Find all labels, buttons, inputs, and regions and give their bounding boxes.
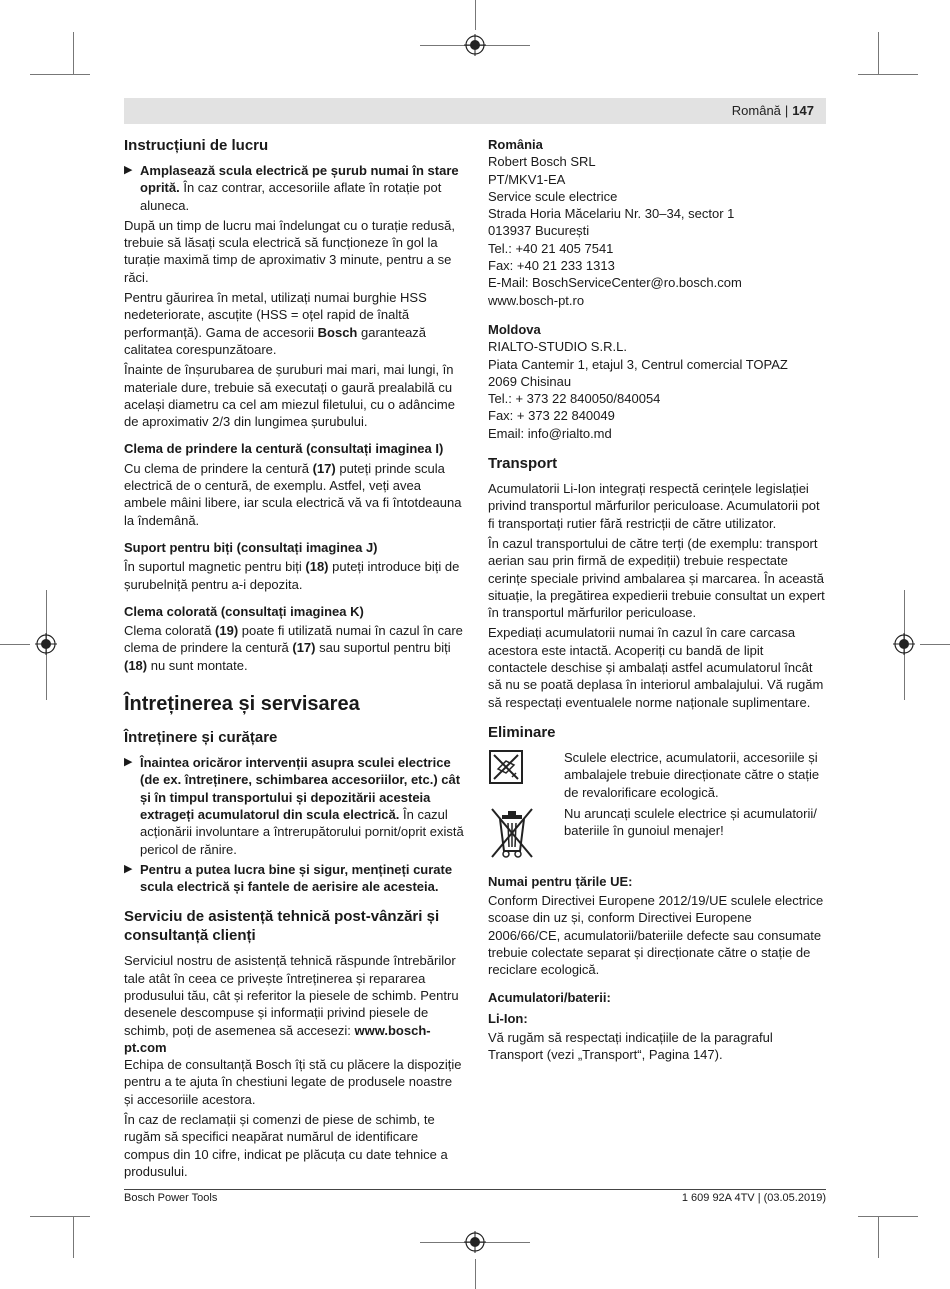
registration-mark-icon [464,1231,486,1253]
address-line: 013937 București [488,223,590,239]
bit-holder-heading: Suport pentru biți (consultați imaginea J) [124,539,378,555]
disposal-bin-row [488,805,826,863]
address-line: Piata Cantemir 1, etajul 3, Centrul comercial TOPAZ [488,356,788,372]
header-text: Română | 147 [731,103,814,118]
text-span: poate fi utilizată numai în cazul în care clema de prindere la centură [124,623,463,656]
address-romania [488,136,826,309]
service-heading: Serviciu de asistență tehnică post-vânzări și consultanță clienți [124,908,440,945]
disposal-heading: Eliminare [488,723,556,741]
color-clip-heading: Clema colorată (consultați imaginea K) [124,603,364,619]
safety-bullet [124,754,464,858]
footer-rule [124,1189,826,1190]
paragraph: Nu aruncați sculele electrice și acumulatorii/ bateriile în gunoiul menajer! [564,805,817,839]
text-span: puteți prinde scula electrică de o centură, de exemplu. Astfel, veți avea ambele mâini libere, iar scula electrică vă va fi întotdeauna la îndemână. [124,460,462,528]
paragraph: Vă rugăm să respectați indicațiile de la paragraful Transport (vezi „Transport“, Pagina 147). [488,1030,773,1063]
work-instructions-heading: Instrucțiuni de lucru [124,137,269,154]
website-link[interactable]: www.bosch-pt.ro [488,292,585,308]
belt-clip-heading: Clema de prindere la centură (consultați imaginea I) [124,441,444,457]
text-span: puteți introduce biți de șurubelniță pentru a-i depozita. [124,559,460,592]
address-line: Robert Bosch SRL [488,154,596,170]
bullet-arrow-icon: ▶ [124,862,133,875]
registration-mark-icon [35,633,57,655]
footer-brand: Bosch Power Tools [124,1192,218,1204]
page-number: 147 [792,103,814,118]
address-line: Tel.: + 373 22 840050/840054 [488,391,661,407]
registration-mark-icon [464,34,486,56]
bullet-arrow-icon: ▶ [124,164,133,176]
paragraph: În caz de reclamații și comenzi de piese de schimb, te rugăm să specifici neapărat numărul de identificare compus din 10 cifre, indicat pe plăcuța cu date tehnice a produsului. [124,1112,448,1179]
text-span: Echipa de consultanță Bosch îți stă cu plăcere la dispoziție pentru a te ajuta în chestiuni legate de produsele noastre și accesoriile acestora. [124,1057,462,1107]
paragraph [124,622,464,674]
address-moldova [488,321,826,442]
address-line: Fax: +40 21 233 1313 [488,258,615,274]
paragraph: Acumulatorii Li-Ion integrați respectă cerințele legislației privind transportul mărfurilor periculoase. Acumulatorii pot fi transportați rutier fără restricții de către utilizator. [488,481,820,531]
part-number: (17) [312,460,336,476]
bullet-arrow-icon: ▶ [124,756,133,769]
paragraph [124,558,464,593]
paragraph: Sculele electrice, acumulatorii, accesoriile și ambalajele trebuie direcționate către o stație de revalorificare ecologică. [564,749,820,800]
address-line: 2069 Chisinau [488,373,572,389]
email-link[interactable]: E-Mail: BoschServiceCenter@ro.bosch.com [488,275,742,291]
recycle-box-icon [488,749,524,785]
part-number: (18) [124,657,148,673]
paragraph [124,289,464,358]
service-link[interactable]: www.bosch-pt.com [124,1022,431,1055]
address-line: RIALTO-STUDIO S.R.L. [488,339,627,355]
transport-heading: Transport [488,455,558,473]
text-span: În suportul magnetic pentru biți [124,559,306,575]
liion-heading: Li-Ion: [488,1010,528,1026]
address-line: Strada Horia Măcelariu Nr. 30–34, sector 1 [488,206,735,222]
registration-mark-icon [893,633,915,655]
footer-doc-id: 1 609 92A 4TV | (03.05.2019) [681,1192,826,1204]
paragraph: În cazul transportului de către terți (de exemplu: transport aerian sau prin firmă de expediții) trebuie respectate cerințe speciale privind ambalarea și marcarea. În această situație, la pregătirea expedierii trebuie consultat un expert în transportul mărfurilor periculoase. [488,535,825,621]
text-span: nu sunt montate. [147,657,248,673]
paragraph: După un timp de lucru mai îndelungat cu o turație redusă, trebuie să lăsați scula electrică să funcționeze în gol la turație maximă timp de aproximativ 3 minute, pentru a se răci. [124,217,455,285]
eu-heading: Numai pentru țările UE: [488,873,633,889]
cleaning-heading: Întreținere și curățare [124,729,278,747]
text-span: Cu clema de prindere la centură [124,460,313,476]
address-line: PT/MKV1-EA [488,171,566,187]
country-title: Moldova [488,321,541,337]
brand-name: Bosch [317,324,358,340]
email-link[interactable]: Email: info@rialto.md [488,425,612,441]
text-span: garantează calitatea corespunzătoare. [124,324,427,357]
page-header [124,98,826,124]
paragraph: Expediați acumulatorii numai în cazul în care carcasa acestora este intactă. Acoperiți cu bandă de lipit contactele deschise și ambalați astfel acumulatorul încât să nu se poată deplasa în interiorul ambalajului. Vă rugăm să respectați eventualele norme naționale suplimentare. [488,625,824,710]
text-span: Clema colorată [124,623,216,639]
text-span: Pentru găurirea în metal, utilizați numai burghie HSS nedeteriorate, ascuțite (HSS = oțel rapid de înaltă performanță). Gama de accesorii [124,290,427,340]
header-language: Română [731,103,781,118]
address-line: Service scule electrice [488,188,618,204]
part-number: (19) [215,623,239,639]
country-title: România [488,137,543,152]
part-number: (18) [305,559,329,575]
disposal-recycle-row [488,749,826,801]
safety-bullet [124,861,464,896]
crossed-bin-icon [488,805,536,859]
batteries-heading: Acumulatori/baterii: [488,989,611,1005]
paragraph [124,952,464,1108]
safety-bullet [124,162,464,214]
bullet-bold: Pentru a putea lucra bine și sigur, mențineți curate scula electrică și fantele de aerisire ale acesteia. [140,861,453,895]
bullet-bold: Înaintea oricăror intervenții asupra sculei electrice (de ex. întreținere, schimbarea accesoriilor, etc.) cât și în timpul transportului și depozitării acesteia extrageți acumulatorul din scula electrică. [140,755,461,822]
right-column [488,136,826,1067]
left-column [124,136,464,1183]
address-line: Tel.: +40 21 405 7541 [488,240,614,256]
bullet-bold: Amplasează scula electrică pe șurub numai în stare oprită. [140,163,459,196]
address-line: Fax: + 373 22 840049 [488,408,615,424]
part-number: (17) [292,640,316,656]
paragraph [124,460,464,529]
maintenance-heading: Întreținerea și servisarea [124,693,360,716]
paragraph: Înainte de înșurubarea de șuruburi mai mari, mai lungi, în materiale dure, trebuie să executați o gaură prealabilă cu același diametru ca cel am miezul filetului, cu o adâncime de aproximativ 2/3 din lungimea șurubului. [124,362,455,430]
text-span: sau suportul pentru biți [315,640,451,656]
text-span: Serviciul nostru de asistență tehnică răspunde întrebărilor tale atât în ceea ce privește întreținerea și repararea produsului tău, cât și referitor la piesele de schimb. Pentru desenele descompuse și informații privind piesele de schimb, poți de asemenea să accesezi: [124,953,459,1038]
bullet-text: În caz contrar, accesoriile aflate în rotație pot aluneca. [140,180,442,213]
bullet-text: În cazul acționării involuntare a întrerupătorului pornit/oprit există pericol de rănire. [140,806,464,857]
paragraph: Conform Directivei Europene 2012/19/UE sculele electrice scoase din uz și, conform Directivei Europene 2006/66/CE, acumulatorii/bateriile defecte sau consumate trebuie colectate separat și direcționate către o stație de reciclare ecologică. [488,893,824,978]
